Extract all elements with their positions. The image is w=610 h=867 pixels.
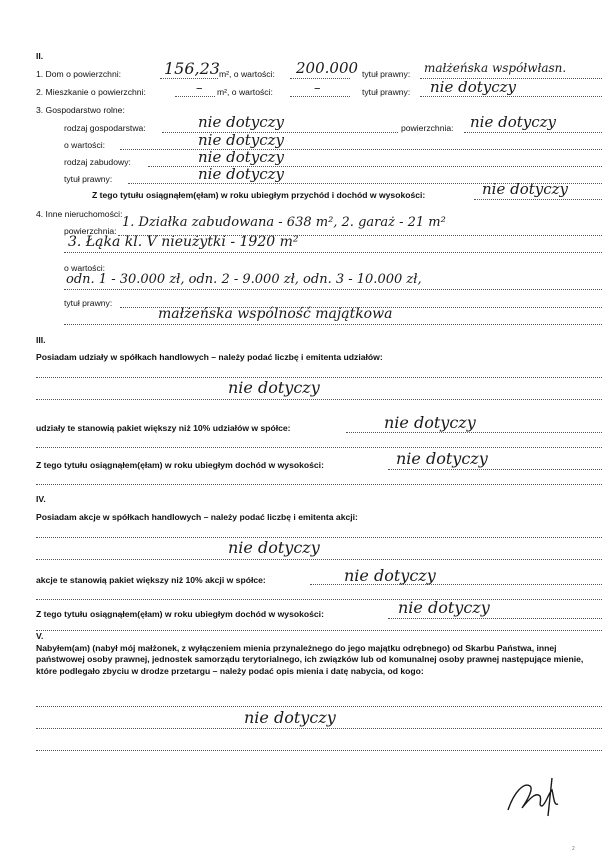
- other-value-label: o wartości:: [64, 263, 106, 273]
- other-area-value-2: 3. Łąka kl. V nieużytki - 1920 m²: [68, 234, 299, 250]
- other-title-value: małżeńska wspólność majątkowa: [158, 306, 393, 322]
- shares-income-line: [388, 469, 602, 470]
- farm-type-value: nie dotyczy: [198, 113, 285, 131]
- flat-area-line: [175, 96, 215, 97]
- section-5-line-2: [36, 728, 602, 729]
- other-area-label: powierzchnia:: [64, 226, 117, 236]
- other-value-value: odn. 1 - 30.000 zł, odn. 2 - 9.000 zł, odn. 3 - 10.000 zł,: [66, 272, 422, 287]
- farm-income-line: [474, 199, 602, 200]
- other-area-line-2: [64, 252, 602, 253]
- farm-type-label: rodzaj gospodarstwa:: [64, 123, 146, 133]
- flat-value-value: –: [314, 81, 321, 96]
- flat-title-label: tytuł prawny:: [362, 87, 411, 97]
- stocks-value: nie dotyczy: [228, 538, 320, 557]
- shares-line-2: [36, 399, 602, 400]
- stocks-income-label: Z tego tytułu osiągnąłem(ęłam) w roku ubiegłym dochód w wysokości:: [36, 609, 324, 619]
- other-title-line-2: [64, 324, 602, 325]
- shares-value: nie dotyczy: [228, 378, 320, 397]
- other-title-label: tytuł prawny:: [64, 298, 113, 308]
- house-title-label: tytuł prawny:: [362, 69, 411, 79]
- flat-value-label: m², o wartości:: [217, 87, 273, 97]
- section-5-value: nie dotyczy: [244, 708, 336, 727]
- farm-value-value: nie dotyczy: [198, 131, 285, 149]
- shares-income-label: Z tego tytułu osiągnąłem(ęłam) w roku ubiegłym dochód w wysokości:: [36, 460, 324, 470]
- section-5-heading: V.: [36, 631, 44, 641]
- page-mark: 2: [572, 846, 575, 852]
- flat-title-value: nie dotyczy: [430, 78, 517, 96]
- farm-value-label: o wartości:: [64, 140, 106, 150]
- stocks-income-value: nie dotyczy: [398, 598, 490, 617]
- shares-label: Posiadam udziały w spółkach handlowych – należy podać liczbę i emitenta udziałów:: [36, 352, 383, 362]
- other-property-label: 4. Inne nieruchomości:: [36, 209, 123, 219]
- section-5-text: Nabyłem(am) (nabył mój małżonek, z wyłączeniem mienia przynależnego do jego majątku odrębnego) od Skarbu Państwa, innej państwowej osoby prawnej, jednostek samorządu terytorialnego, ich związków lub od komunalnej osoby prawnej następujące mienie, które podlegało zbyciu w drodze przetargu – należy podać opis mienia i datę nabycia, od kogo:: [36, 643, 584, 676]
- shares-packet-line-2: [36, 447, 602, 448]
- stocks-label: Posiadam akcje w spółkach handlowych – należy podać liczbę i emitenta akcji:: [36, 512, 358, 522]
- farm-build-value: nie dotyczy: [198, 148, 285, 166]
- section-4-heading: IV.: [36, 494, 46, 504]
- stocks-packet-label: akcje te stanowią pakiet większy niż 10% akcji w spółce:: [36, 575, 266, 585]
- house-title-value: małżeńska współwłasn.: [424, 61, 567, 75]
- shares-packet-line: [346, 432, 602, 433]
- flat-value-line: [290, 96, 350, 97]
- farm-title-label: tytuł prawny:: [64, 174, 113, 184]
- farm-value-line: [120, 149, 602, 150]
- house-value-label: m², o wartości:: [219, 69, 275, 79]
- shares-packet-label: udziały te stanowią pakiet większy niż 10% udziałów w spółce:: [36, 423, 291, 433]
- shares-income-value: nie dotyczy: [396, 449, 488, 468]
- flat-title-line: [420, 96, 602, 97]
- house-area-line: [160, 78, 218, 79]
- house-value-value: 200.000: [296, 59, 359, 77]
- section-5-line-1: [36, 706, 602, 707]
- signature: [500, 772, 570, 822]
- stocks-packet-value: nie dotyczy: [344, 566, 436, 585]
- farm-area-value: nie dotyczy: [470, 113, 557, 131]
- farm-income-value: nie dotyczy: [482, 180, 569, 198]
- farm-area-line: [464, 132, 602, 133]
- farm-label: 3. Gospodarstwo rolne:: [36, 105, 125, 115]
- farm-area-label: powierzchnia:: [401, 123, 454, 133]
- house-area-value: 156,23: [164, 59, 220, 78]
- house-value-line: [290, 78, 350, 79]
- flat-area-value: –: [196, 81, 203, 96]
- other-value-line: [64, 289, 602, 290]
- other-area-value-1: 1. Działka zabudowana - 638 m², 2. garaż - 21 m²: [122, 215, 446, 230]
- section-2-heading: II.: [36, 51, 44, 61]
- stocks-line-2: [36, 559, 602, 560]
- farm-title-value: nie dotyczy: [198, 165, 285, 183]
- stocks-packet-line-2: [36, 599, 602, 600]
- section-3-heading: III.: [36, 335, 46, 345]
- stocks-income-line: [388, 618, 602, 619]
- section-5-line-3: [36, 750, 602, 751]
- farm-income-label: Z tego tytułu osiągnąłem(ęłam) w roku ubiegłym przychód i dochód w wysokości:: [92, 190, 426, 200]
- stocks-income-line-2: [36, 630, 602, 631]
- farm-build-label: rodzaj zabudowy:: [64, 157, 131, 167]
- shares-income-line-2: [36, 484, 602, 485]
- flat-area-label: 2. Mieszkanie o powierzchni:: [36, 87, 146, 97]
- house-area-label: 1. Dom o powierzchni:: [36, 69, 122, 79]
- shares-packet-value: nie dotyczy: [384, 413, 476, 432]
